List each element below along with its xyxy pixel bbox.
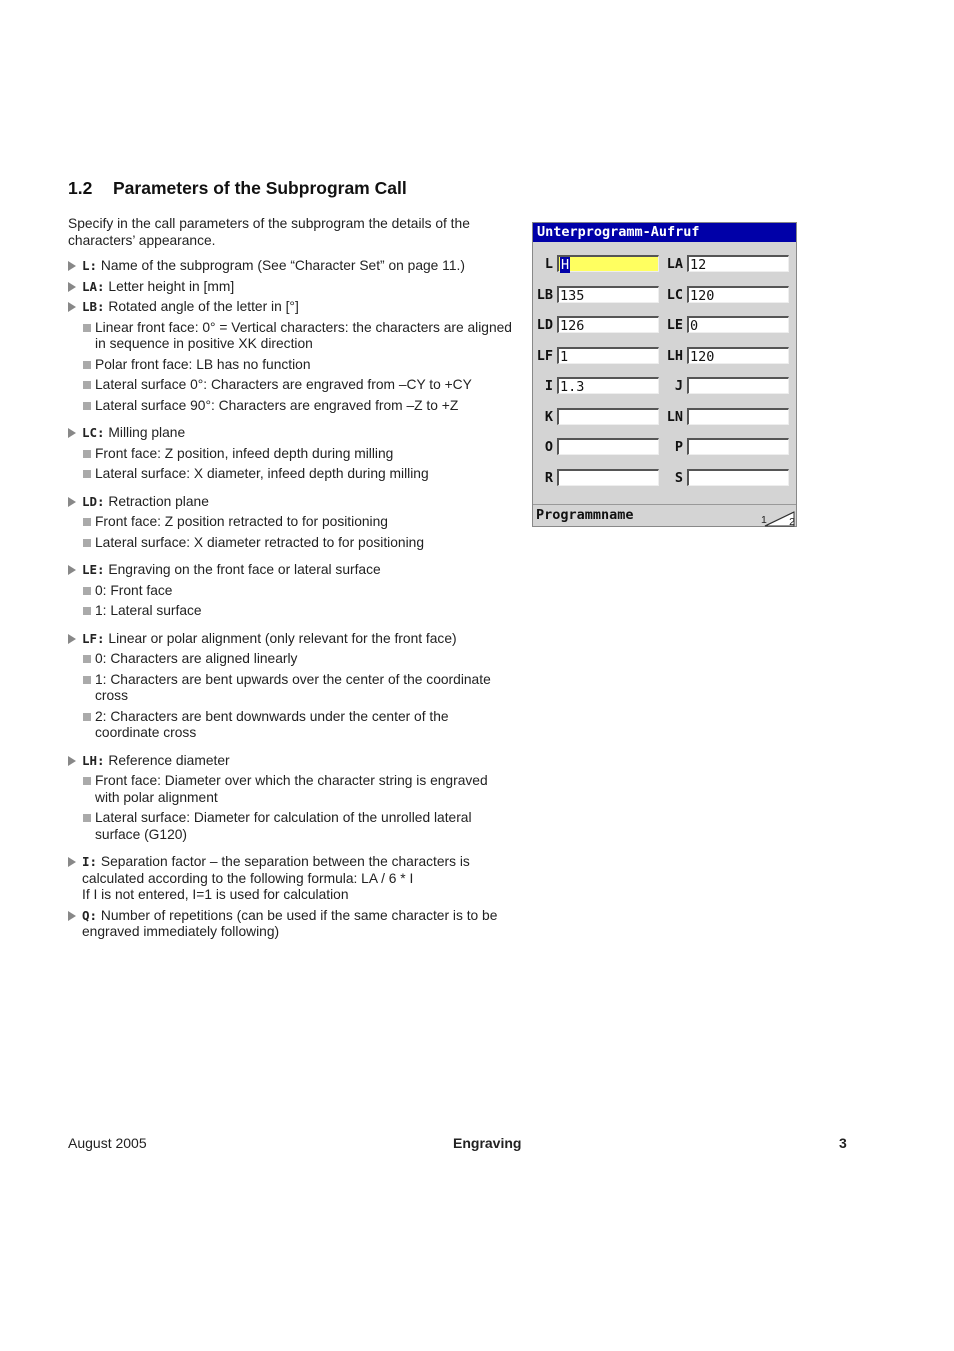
sub-item-text: Front face: Z position retracted to for positioning (95, 514, 388, 529)
parameter-text: Number of repetitions (can be used if the same character is to be engraved immediately following) (82, 907, 498, 939)
parameter-text: Rotated angle of the letter in [°] (108, 299, 299, 314)
square-bullet-icon (83, 777, 91, 785)
parameter-code: LE: (82, 562, 105, 577)
sub-item-text: 0: Characters are aligned linearly (95, 651, 298, 666)
field-label: LH (666, 347, 683, 364)
parameter-text: Letter height in [mm] (108, 278, 235, 294)
field-input[interactable] (687, 469, 789, 486)
parameter-code: Q: (82, 907, 98, 923)
field-label: P (674, 439, 683, 455)
field-label: LE (666, 317, 683, 333)
parameter-text: Separation factor – the separation between the characters is calculated according to the following formula: LA / 6 * I (82, 854, 470, 886)
dialog-footer (533, 504, 796, 526)
arrow-bullet-icon (68, 911, 76, 921)
field-input[interactable] (557, 377, 659, 394)
parameter-text: Name of the subprogram (See “Character Set” on page 11.) (100, 258, 465, 273)
field-input[interactable] (687, 438, 789, 455)
field-input[interactable] (557, 286, 659, 303)
parameter-item (68, 854, 513, 904)
sub-item (82, 377, 513, 394)
field-value: 12 (690, 257, 707, 273)
parameter-item (68, 425, 513, 483)
intro-paragraph: Specify in the call parameters of the subprogram the details of the characters’ appearance. (68, 216, 470, 248)
field-label: J (674, 378, 683, 394)
square-bullet-icon (83, 814, 91, 822)
field-input[interactable] (557, 255, 659, 272)
field-label: LC (666, 286, 683, 303)
parameter-item (68, 494, 513, 552)
footer-page-number: 3 (839, 1135, 847, 1151)
arrow-bullet-icon (68, 857, 76, 867)
sub-item-text: 2: Characters are bent downwards under the center of the coordinate cross (95, 708, 449, 740)
parameter-item (68, 258, 513, 275)
field-label: LB (536, 286, 553, 303)
square-bullet-icon (83, 518, 91, 526)
sub-item-text: 1: Characters are bent upwards over the center of the coordinate cross (95, 671, 491, 703)
field-label: LF (536, 347, 553, 364)
arrow-bullet-icon (68, 634, 76, 644)
arrow-bullet-icon (68, 565, 76, 575)
sub-item (82, 398, 513, 415)
sub-item-text: Linear front face: 0° = Vertical characters: the characters are aligned in sequence in positive XK direction (95, 319, 512, 351)
sub-item (82, 651, 513, 668)
square-bullet-icon (83, 587, 91, 595)
parameter-text: Engraving on the front face or lateral surface (108, 562, 381, 577)
parameter-text: Reference diameter (108, 752, 230, 768)
section-heading (68, 178, 407, 199)
arrow-bullet-icon (68, 428, 76, 438)
arrow-bullet-icon (68, 497, 76, 507)
field-label: O (544, 439, 553, 455)
parameter-text: Milling plane (108, 425, 186, 440)
field-input[interactable] (687, 286, 789, 303)
sub-item (82, 709, 513, 742)
section-number: 1.2 (68, 178, 93, 198)
parameter-code: LB: (82, 299, 105, 314)
parameter-item (68, 753, 513, 844)
sub-item-text: Lateral surface: X diameter retracted to for positioning (95, 534, 424, 550)
parameter-code: LH: (82, 752, 105, 768)
field-input[interactable] (557, 316, 659, 333)
field-value: 120 (690, 287, 715, 304)
page-total: 2 (789, 516, 795, 528)
square-bullet-icon (83, 381, 91, 389)
arrow-bullet-icon (68, 261, 76, 271)
parameter-code: L: (82, 258, 98, 273)
square-bullet-icon (83, 470, 91, 478)
sub-item (82, 357, 513, 374)
square-bullet-icon (83, 607, 91, 615)
square-bullet-icon (83, 361, 91, 369)
arrow-bullet-icon (68, 282, 76, 292)
arrow-bullet-icon (68, 302, 76, 312)
field-input[interactable] (687, 255, 789, 272)
sub-item-text: Lateral surface 90°: Characters are engraved from –Z to +Z (95, 397, 459, 413)
field-label: S (674, 469, 683, 486)
parameter-extra: If I is not entered, I=1 is used for calculation (82, 887, 349, 902)
subprogram-call-dialog (532, 222, 797, 527)
parameter-text: Retraction plane (108, 493, 209, 509)
parameter-code: LA: (82, 278, 105, 294)
square-bullet-icon (83, 539, 91, 547)
square-bullet-icon (83, 655, 91, 663)
parameter-item (68, 299, 513, 414)
sub-item (82, 514, 513, 531)
field-value: 126 (560, 318, 585, 334)
field-value: 135 (560, 287, 585, 304)
square-bullet-icon (83, 676, 91, 684)
field-label: L (544, 256, 553, 272)
field-value: 120 (690, 348, 715, 365)
sub-item-text: Front face: Diameter over which the character string is engraved with polar alignment (95, 773, 488, 805)
sub-item (82, 583, 513, 600)
sub-item-text: Lateral surface: X diameter, infeed depth during milling (95, 466, 429, 481)
sub-item-text: Polar front face: LB has no function (95, 356, 311, 372)
sub-item (82, 810, 513, 843)
sub-item-text: 0: Front face (95, 582, 173, 598)
field-value: 1 (560, 348, 569, 365)
field-value: H (561, 257, 570, 273)
field-value: 1.3 (560, 379, 585, 395)
field-label: R (544, 469, 553, 486)
sub-item-text: Lateral surface 0°: Characters are engraved from –CY to +CY (95, 377, 472, 392)
parameter-code: LD: (82, 493, 105, 509)
square-bullet-icon (83, 450, 91, 458)
parameter-item (68, 908, 513, 941)
field-input[interactable] (687, 408, 789, 425)
footer-chapter: Engraving (453, 1135, 522, 1151)
field-input[interactable] (687, 347, 789, 364)
program-name-label: Programmname (536, 507, 634, 523)
parameter-item (68, 631, 513, 742)
sub-item-text: Front face: Z position, infeed depth during milling (95, 445, 394, 461)
square-bullet-icon (83, 402, 91, 410)
parameter-code: LF: (82, 630, 105, 646)
field-value: 0 (690, 318, 699, 334)
parameter-description (68, 216, 513, 945)
parameter-item (68, 562, 513, 620)
field-input[interactable] (557, 347, 659, 364)
page-current: 1 (761, 514, 767, 526)
field-input[interactable] (687, 377, 789, 394)
parameter-item (68, 279, 513, 296)
field-label: LA (666, 256, 683, 272)
parameter-code: LC: (82, 425, 105, 440)
arrow-bullet-icon (68, 756, 76, 766)
dialog-title: Unterprogramm-Aufruf (533, 223, 796, 242)
field-label: I (544, 378, 553, 394)
section-title: Parameters of the Subprogram Call (113, 178, 407, 198)
sub-item (82, 535, 513, 552)
sub-item (82, 773, 513, 806)
parameter-list (68, 258, 513, 941)
sub-item (82, 466, 513, 483)
square-bullet-icon (83, 713, 91, 721)
sub-item-text: Lateral surface: Diameter for calculation of the unrolled lateral surface (G120) (95, 810, 472, 842)
field-input[interactable] (557, 469, 659, 486)
parameter-code: I: (82, 854, 98, 869)
field-label: K (544, 408, 553, 425)
square-bullet-icon (83, 324, 91, 332)
footer-date: August 2005 (68, 1135, 147, 1151)
parameter-text: Linear or polar alignment (only relevant for the front face) (108, 630, 457, 646)
sub-item (82, 446, 513, 463)
field-input[interactable] (557, 438, 659, 455)
field-input[interactable] (557, 408, 659, 425)
page-indicator[interactable] (761, 511, 795, 527)
sub-item (82, 603, 513, 620)
field-label: LN (666, 408, 683, 425)
sub-item (82, 320, 513, 353)
sub-item (82, 672, 513, 705)
field-label: LD (536, 317, 553, 333)
sub-item-text: 1: Lateral surface (95, 603, 202, 618)
field-input[interactable] (687, 316, 789, 333)
